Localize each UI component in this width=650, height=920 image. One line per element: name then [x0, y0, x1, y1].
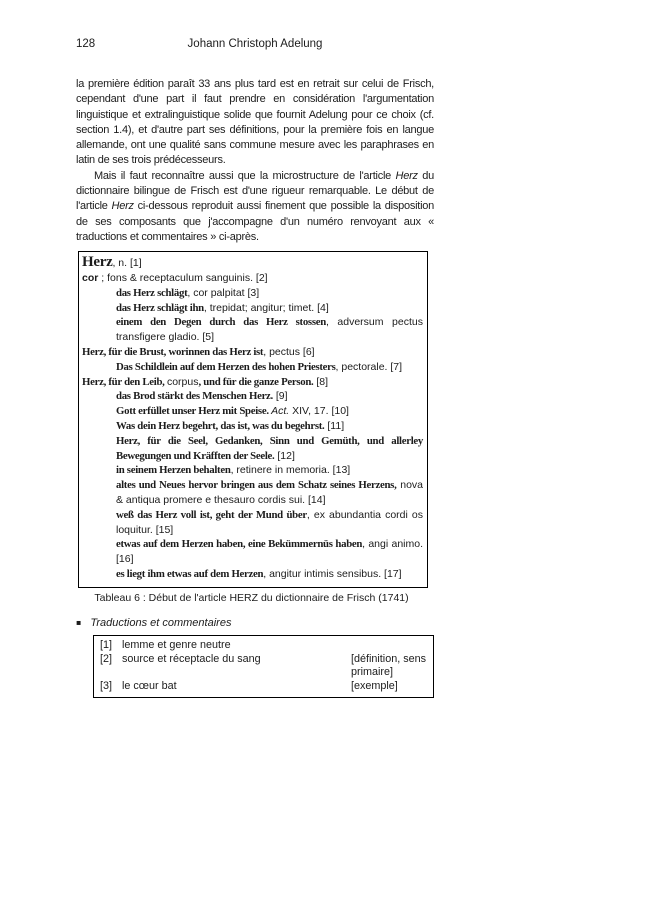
dictionary-entry [82, 315, 423, 345]
text-segment: , retinere in memoria. [13] [230, 464, 351, 477]
dictionary-entry [82, 286, 423, 301]
text-segment: ci-dessous reproduit aussi finement que possible la disposition de ses composants que j'accompagne d'un numéro renvoyant aux « traductions et commentaires » ci-après. [76, 200, 434, 243]
running-title: Johann Christoph Adelung [187, 38, 323, 50]
text-segment: [11] [324, 420, 345, 433]
dictionary-entry [82, 255, 423, 271]
headword-fraktur: Herz [82, 254, 113, 271]
section-heading [76, 617, 434, 629]
page-number: 128 [76, 38, 96, 50]
dictionary-entry [82, 567, 423, 582]
text-segment: , n. [1] [112, 257, 142, 270]
dictionary-entry [82, 508, 423, 538]
page-header [76, 38, 434, 52]
comment-text: lemme et genre neutre [122, 638, 231, 651]
text-segment: , trepidat; angitur; timet. [4] [203, 301, 329, 314]
text-segment: [9] [272, 390, 288, 403]
dictionary-entry [82, 375, 423, 390]
text-segment: das Herz schlägt ihn [116, 301, 204, 314]
text-segment: , pectus [6] [263, 346, 315, 359]
text-segment: XIV, 17. [10] [289, 405, 349, 418]
text-segment: das Brod stärkt des Menschen Herz. [116, 390, 273, 403]
bullet-icon: ▪ [76, 617, 82, 627]
text-segment: [8] [313, 375, 329, 388]
text-segment: Das Schildlein auf dem Herzen des hohen Priesters [116, 360, 336, 373]
text-segment: Gott erfüllet unser Herz mit Speise. [116, 405, 272, 418]
page-content [76, 38, 434, 698]
text-segment: Herz, für die Brust, worinnen das Herz ist [82, 346, 264, 359]
comment-row [100, 653, 433, 681]
comment-text: le cœur bat [122, 680, 177, 693]
text-segment: cor [82, 272, 99, 285]
text-segment: corpus [166, 375, 199, 388]
text-segment: ; fons & receptaculum sanguinis. [2] [98, 272, 268, 285]
text-segment: , adversum pectus transfigere gladio. [5] [116, 316, 423, 344]
dictionary-entry [82, 463, 423, 478]
text-segment: altes und Neues hervor bringen aus dem Schatz seines Herzens, [116, 479, 397, 492]
italic-term: Herz [111, 200, 134, 213]
body-paragraph [76, 77, 434, 169]
text-segment: , ex abundantia cordi os loquitur. [15] [116, 508, 424, 536]
comment-note: [définition, sens primaire] [351, 652, 427, 679]
table-caption: Tableau 6 : Début de l'article HERZ du dictionnaire de Frisch (1741) [94, 591, 409, 604]
text-segment: Herz, für den Leib, [82, 375, 167, 388]
italic-term: Herz [395, 169, 418, 182]
dictionary-entry [82, 301, 423, 316]
text-segment: etwas auf dem Herzen haben, eine Bekümmernüs haben [116, 538, 363, 551]
comment-number: [3] [100, 680, 113, 693]
text-segment: , cor palpitat [3] [187, 286, 260, 299]
dictionary-entry [82, 345, 423, 360]
body-text [76, 77, 434, 245]
text-segment: , angi animo. [16] [116, 538, 424, 566]
section-label: Traductions et commentaires [90, 616, 232, 629]
text-segment: , pectorale. [7] [335, 360, 403, 373]
body-paragraph [76, 169, 434, 245]
comment-row [100, 639, 433, 653]
comment-text: source et réceptacle du sang [122, 652, 261, 665]
text-segment: es liegt ihm etwas auf dem Herzen [116, 568, 264, 580]
text-segment: weß das Herz voll ist, geht der Mund über [116, 508, 307, 521]
dictionary-entry [82, 478, 423, 508]
dictionary-entry [82, 434, 423, 464]
text-segment: nova & antiqua promere e thesauro cordis sui. [14] [116, 479, 424, 507]
comment-note: [exemple] [351, 680, 398, 693]
dictionary-entry [82, 404, 423, 419]
text-segment: Was dein Herz begehrt, das ist, was du begehrst. [116, 420, 325, 433]
comment-number: [1] [100, 638, 113, 651]
dictionary-entry [82, 419, 423, 434]
text-segment: Mais il faut reconnaître aussi que la microstructure de l'article [94, 169, 396, 182]
dictionary-entry [82, 537, 423, 567]
dictionary-entry [82, 271, 423, 286]
text-segment: , und für die ganze Person. [198, 375, 314, 388]
text-segment: das Herz schlägt [116, 286, 188, 299]
comment-number: [2] [100, 652, 113, 665]
text-segment: einem den Degen durch das Herz stossen [116, 316, 326, 329]
dictionary-entry [82, 389, 423, 404]
text-segment: Herz, für die Seel, Gedanken, Sinn und Gemüth, und allerley Bewegungen und Kräfften der Seele. [116, 434, 423, 462]
text-segment: la première édition paraît 33 ans plus tard est en retrait sur celui de Frisch, cependant d'une part il faut prendre en considération l'argumentation linguistique et extralinguistique solide que fournit Adelung pour ce choix (cf. section 1.4), et d'autre part ses définitions, pour la première fois en langue allemande, ont une qualité sans commune mesure avec les paraphrases en latin de ses trois prédécesseurs. [76, 78, 434, 167]
text-segment: du dictionnaire bilingue de Frisch est d'une rigueur remarquable. Le début de l'article [76, 169, 435, 213]
dictionary-entry [82, 360, 423, 375]
comments-table [93, 635, 434, 698]
text-segment: Act. [271, 405, 290, 418]
text-segment: , angitur intimis sensibus. [17] [263, 568, 402, 580]
text-segment: in seinem Herzen behalten [116, 464, 231, 477]
dictionary-table [78, 251, 428, 588]
comment-row [100, 680, 433, 694]
text-segment: [12] [274, 449, 295, 462]
